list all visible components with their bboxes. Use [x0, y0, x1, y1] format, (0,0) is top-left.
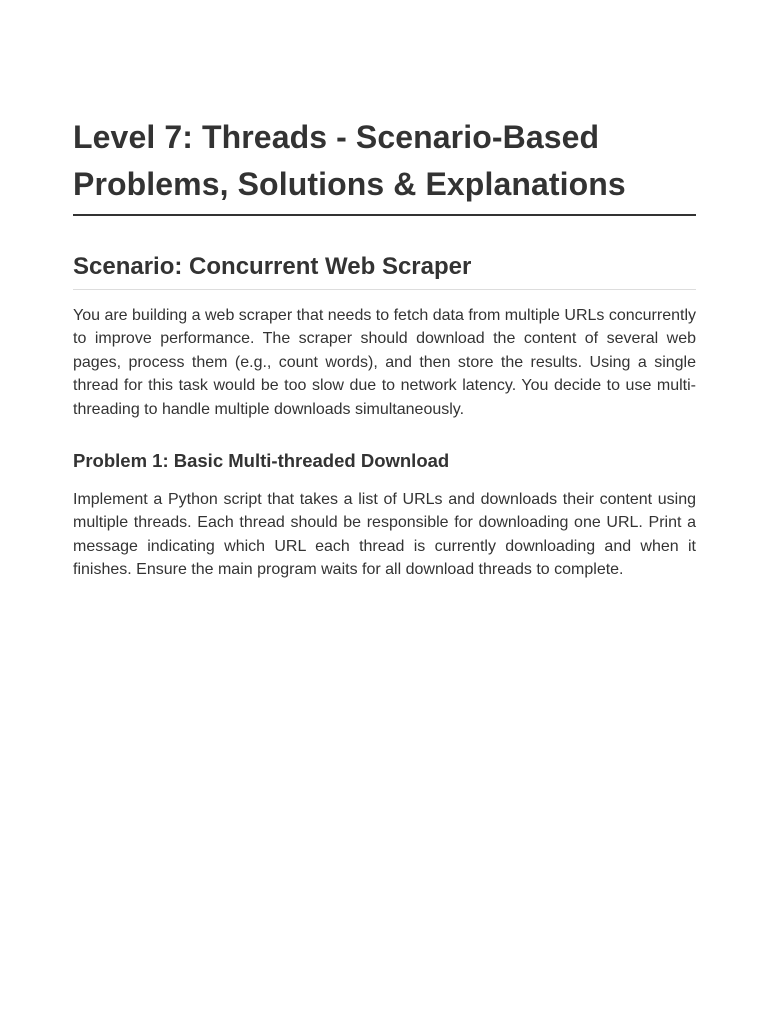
- page-title: Level 7: Threads - Scenario-Based Problems, Solutions & Explanations: [73, 119, 626, 202]
- section-divider: [73, 289, 696, 290]
- problem-paragraph: Implement a Python script that takes a list of URLs and downloads their content using multiple threads. Each thread should be responsible for downloading one URL. Print a message indicating which URL each thread is currently downloading and when it finishes. Ensure the main program waits for all download threads to complete.: [73, 491, 696, 579]
- scenario-paragraph: You are building a web scraper that needs to fetch data from multiple URLs concurrently to improve performance. The scraper should download the content of several web pages, process them (e.g., count words), and then store the results. Using a single thread for this task would be too slow due to network latency. You decide to use multi-threading to handle multiple downloads simultaneously.: [73, 307, 696, 418]
- title-divider: [73, 214, 696, 216]
- problem-heading: Problem 1: Basic Multi-threaded Download: [73, 450, 450, 471]
- section-heading: Scenario: Concurrent Web Scraper: [73, 253, 472, 280]
